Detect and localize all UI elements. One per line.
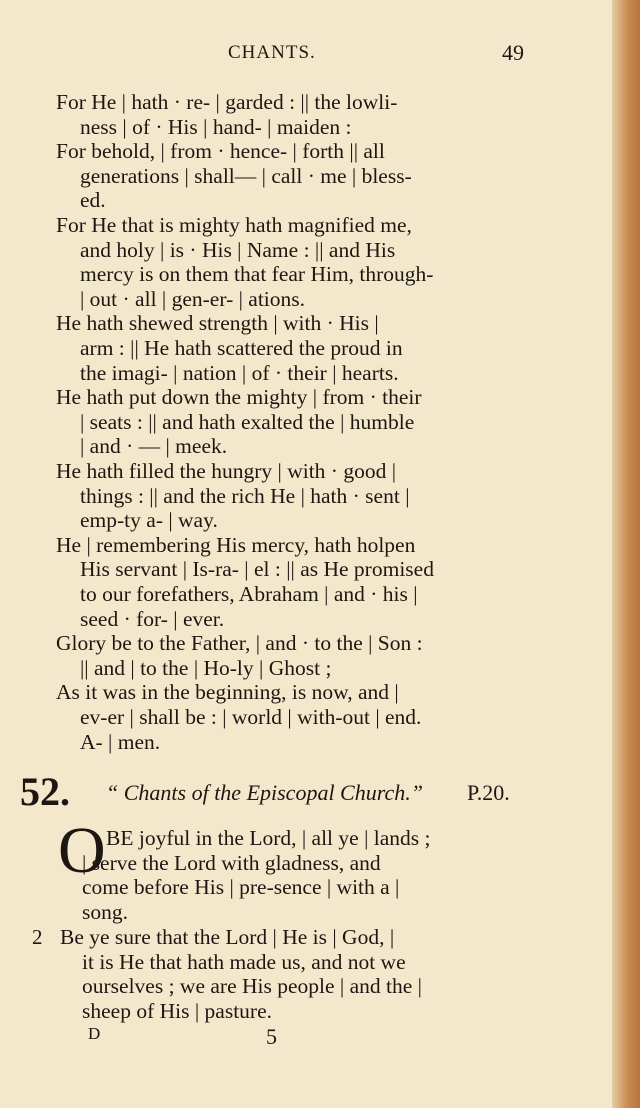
verse-line: to our forefathers, Abraham | and · his |	[80, 581, 418, 606]
verse-line: ed.	[80, 188, 106, 213]
hymn-verse-2	[60, 925, 530, 1023]
verse-line: and holy | is · His | Name : || and His	[80, 237, 396, 262]
chant-verse	[56, 139, 528, 213]
verse-line: arm : || He hath scattered the proud in	[80, 335, 403, 360]
verse-number: 2	[32, 925, 43, 949]
chant-verse	[56, 459, 528, 533]
verse-line: | serve the Lord with gladness, and	[82, 850, 381, 875]
drop-cap: O	[58, 814, 106, 887]
verse-line: mercy is on them that fear Him, through-	[80, 262, 434, 287]
hymn-number: 52.	[20, 769, 70, 814]
verse-line: For behold, | from · hence- | forth || all	[56, 139, 385, 164]
verse-line: | and · — | meek.	[80, 434, 228, 459]
verse-line: generations | shall— | call · me | bless-	[80, 163, 412, 188]
verse-line: ev-er | shall be : | world | with-out | end.	[80, 704, 422, 729]
verse-line: Be ye sure that the Lord | He is | God, |	[60, 925, 395, 949]
hymn-citation: “ Chants of the Episcopal Church.”	[106, 780, 423, 805]
running-title: CHANTS.	[228, 42, 316, 63]
verse-line: sheep of His | pasture.	[82, 998, 272, 1023]
verse-line: A- | men.	[80, 729, 161, 754]
verse-line: He hath shewed strength | with · His |	[56, 311, 379, 336]
verse-line: emp-ty a- | way.	[80, 508, 218, 533]
verse-line: He | remembering His mercy, hath holpen	[56, 532, 416, 557]
verse-line: ourselves ; we are His people | and the |	[82, 974, 422, 999]
verse-line: things : || and the rich He | hath · sent |	[80, 483, 410, 508]
verse-line: He hath put down the mighty | from · their	[56, 385, 422, 410]
verse-line: His servant | Is-ra- | el : || as He promised	[80, 557, 434, 582]
page-edge	[612, 0, 640, 1108]
verse-line: it is He that hath made us, and not we	[82, 949, 406, 974]
verse-line: song.	[82, 899, 128, 924]
chant-verse	[56, 680, 528, 754]
sheet-number: 5	[266, 1024, 277, 1049]
verse-line: | out · all | gen-er- | ations.	[80, 286, 306, 311]
verse-line: As it was in the beginning, is now, and |	[56, 680, 399, 705]
chant-verse	[56, 533, 528, 631]
verse-line: || and | to the | Ho-ly | Ghost ;	[80, 655, 332, 680]
chant-verse	[56, 90, 528, 139]
signature-mark: D	[88, 1024, 101, 1043]
verse-line: He hath filled the hungry | with · good |	[56, 459, 397, 483]
page-number: 49	[502, 40, 524, 65]
verse-line: BE joyful in the Lord, | all ye | lands ;	[106, 826, 431, 850]
chant-verse	[56, 631, 528, 680]
verse-line: Glory be to the Father, | and · to the | Son :	[56, 631, 423, 656]
hymn-heading	[20, 768, 540, 814]
chant-verse	[56, 311, 528, 385]
verse-line: For He that is mighty hath magnified me,	[56, 213, 412, 237]
verse-line: ness | of · His | hand- | maiden :	[80, 114, 352, 139]
page-header	[0, 42, 612, 72]
verse-line: For He | hath · re- | garded : || the lowli-	[56, 90, 398, 114]
chant-verse	[56, 385, 528, 459]
verse-line: come before His | pre-sence | with a |	[82, 875, 400, 900]
chant-verse	[56, 213, 528, 311]
verse-line: seed · for- | ever.	[80, 606, 225, 631]
verse-line: the imagi- | nation | of · their | hearts.	[80, 360, 399, 385]
hymn-verse-1	[82, 826, 532, 924]
verse-line: | seats : || and hath exalted the | humble	[80, 409, 415, 434]
hymn-source-page: P.20.	[467, 780, 510, 805]
